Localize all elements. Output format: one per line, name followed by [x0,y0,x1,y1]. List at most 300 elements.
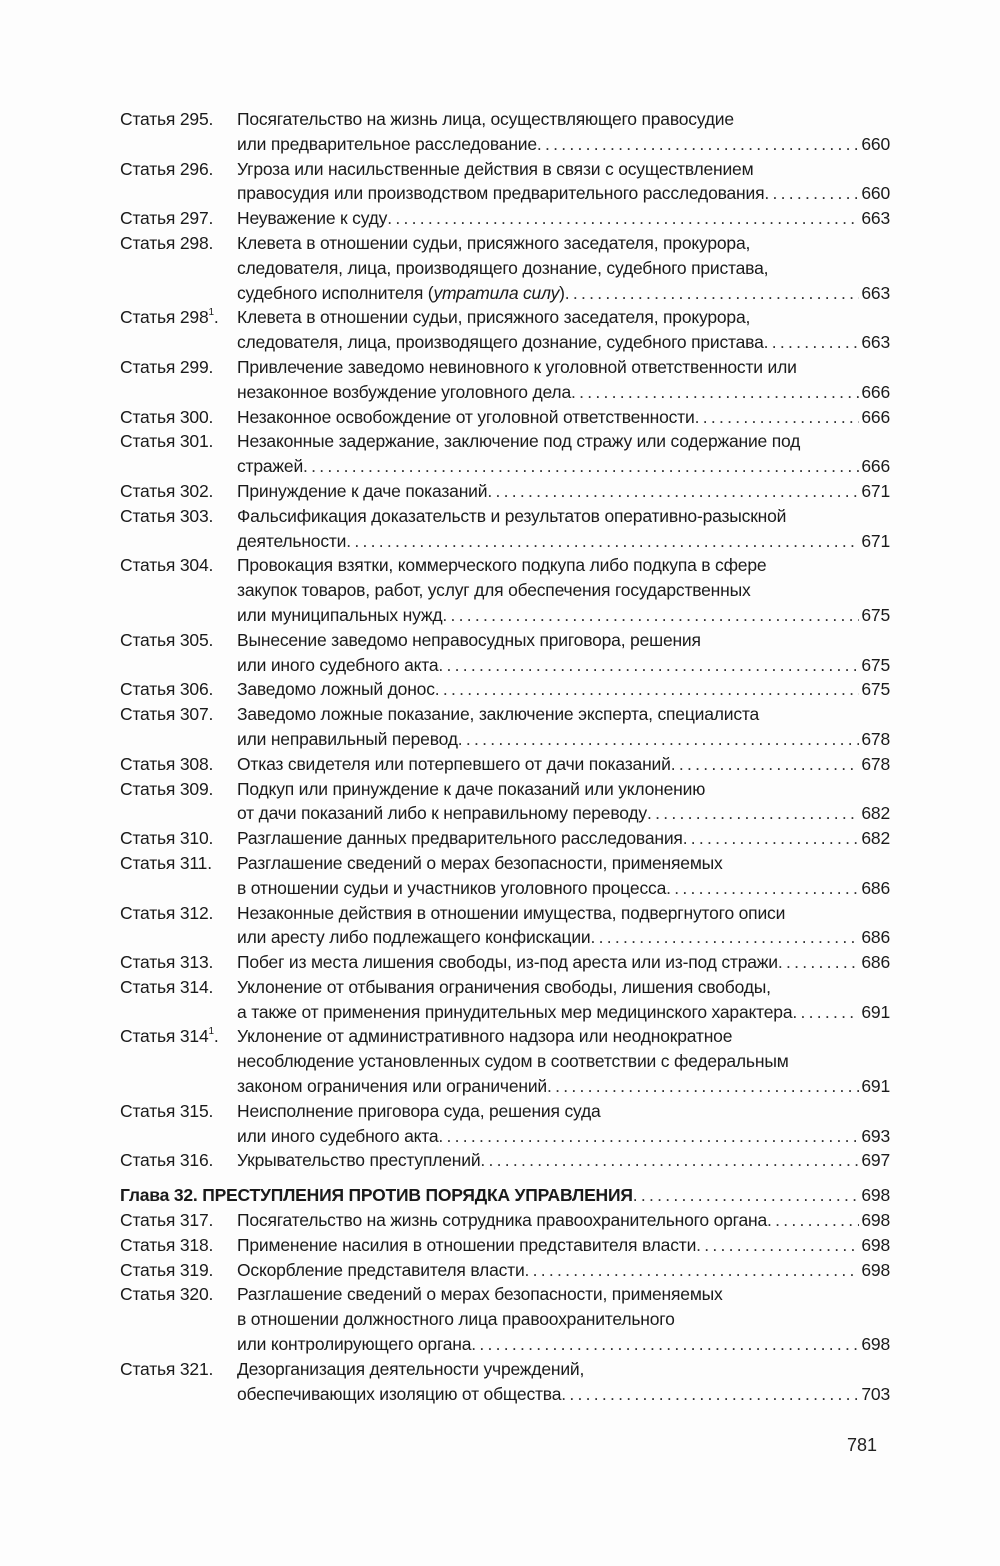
dot-leader [565,281,860,306]
article-title [237,107,890,157]
article-title-text-main: или неправильный перевод [237,728,458,749]
dot-leader [487,479,859,504]
article-title-text-main: или иного судебного акта [237,654,439,675]
article-number: 315. [179,1100,214,1121]
article-number: 313. [179,952,214,973]
article-title-last-line [237,281,890,306]
article-label [120,1024,237,1049]
page-ref: 698 [861,1334,890,1355]
toc-entry[interactable] [120,851,890,901]
article-title [237,305,890,355]
dot-leader [683,826,860,851]
article-label [120,826,237,851]
dot-leader [303,454,859,479]
article-word: Статья [120,976,176,997]
page-ref: 686 [861,927,890,948]
article-word: Статья [120,208,176,229]
article-title-last-line [237,1258,890,1283]
article-status-italic: утратила силу [433,282,560,303]
article-title-text [237,1258,525,1283]
article-word: Статья [120,356,176,377]
article-number: 296. [179,158,214,179]
article-title [237,851,890,901]
article-label [120,1282,237,1307]
article-title-line: Разглашение сведений о мерах безопасности, применяемых [237,1284,723,1305]
article-word: Статья [120,307,176,328]
article-word: Статья [120,852,176,873]
article-title-text-main: в отношении судьи и участников уголовного процесса [237,877,667,898]
article-title-last-line [237,181,890,206]
article-title-text [237,677,435,702]
article-title-last-line [237,330,890,355]
article-title-last-line [237,677,890,702]
article-label [120,950,237,975]
article-word: Статья [120,406,176,427]
article-title-text-main: судебного исполнителя [237,282,424,303]
article-label [120,504,237,529]
page-ref: 698 [861,1210,890,1231]
article-word: Статья [120,704,176,725]
article-title-text-main: следователя, лица, производящего дознание, судебного пристава [237,332,764,353]
page-ref: 682 [861,803,890,824]
article-title-line: Вынесение заведомо неправосудных приговора, решения [237,629,701,650]
dot-leader [480,1148,859,1173]
article-word: Статья [120,1234,176,1255]
page-ref: 666 [861,406,890,427]
article-title-text [237,1148,480,1173]
article-number-superscript: 1 [208,306,214,318]
article-number: 300. [179,406,214,427]
article-word: Статья [120,232,176,253]
article-title [237,479,890,504]
dot-leader [458,727,860,752]
page-ref: 698 [861,1234,890,1255]
article-title [237,206,890,231]
article-title-line: Уклонение от отбывания ограничения свободы, лишения свободы, [237,976,771,997]
toc-entry[interactable] [120,1357,890,1407]
article-title-text [237,1124,438,1149]
article-number: 310. [179,828,214,849]
article-title [237,1099,890,1149]
article-label [120,851,237,876]
article-title-text [237,380,571,405]
article-number: 314. [179,976,214,997]
article-label [120,1258,237,1283]
article-label [120,677,237,702]
article-title-last-line [237,1124,890,1149]
article-title-last-line [237,752,890,777]
article-title [237,553,890,627]
article-word: Статья [120,952,176,973]
page-number: 781 [847,1435,878,1455]
article-title-line: Клевета в отношении судьи, присяжного заседателя, прокурора, [237,307,751,328]
article-title-text [237,1074,547,1099]
page-ref: 697 [861,1150,890,1171]
article-word: Статья [120,1026,176,1047]
article-label [120,901,237,926]
article-title-last-line [237,826,890,851]
article-word: Статья [120,1284,176,1305]
dot-leader [525,1258,860,1283]
toc-entry[interactable] [120,1024,890,1098]
toc-entry[interactable] [120,553,890,627]
page-ref: 671 [861,480,890,501]
page-ref: 703 [861,1383,890,1404]
article-number: 309. [179,778,214,799]
article-title-last-line [237,1000,890,1025]
table-of-contents [120,107,890,1406]
article-number: 321. [179,1358,214,1379]
article-number: 304. [179,555,214,576]
article-label [120,1357,237,1382]
article-number: 307. [179,704,214,725]
article-title-last-line [237,206,890,231]
article-title-text [237,1000,792,1025]
article-title-text [237,801,647,826]
article-title [237,1282,890,1356]
article-title [237,1208,890,1233]
article-label [120,355,237,380]
toc-entry[interactable] [120,504,890,554]
toc-entry[interactable] [120,355,890,405]
dot-leader [778,950,860,975]
dot-leader [438,653,859,678]
article-label [120,752,237,777]
article-title-text-main: Незаконное освобождение от уголовной ответственности [237,406,695,427]
article-label [120,1099,237,1124]
dot-leader [764,181,859,206]
page-ref: 675 [861,654,890,675]
article-title-last-line [237,405,890,430]
chapter-title: Глава 32. ПРЕСТУПЛЕНИЯ ПРОТИВ ПОРЯДКА УПРАВЛЕНИЯ [120,1185,633,1206]
article-title [237,429,890,479]
article-title [237,677,890,702]
article-label [120,405,237,430]
article-title-last-line [237,1074,890,1099]
article-title-text [237,727,458,752]
toc-entry[interactable] [120,752,890,777]
toc-entry[interactable] [120,1282,890,1356]
article-title [237,355,890,405]
toc-entry[interactable] [120,479,890,504]
article-number: 311. [179,852,212,873]
article-title-text-main: Отказ свидетеля или потерпевшего от дачи показаний [237,753,671,774]
dot-leader [547,1074,859,1099]
page-ref: 666 [861,456,890,477]
article-word: Статья [120,828,176,849]
article-number: 316. [179,1150,214,1171]
article-title-text [237,752,671,777]
article-word: Статья [120,1358,176,1379]
article-word: Статья [120,1150,176,1171]
toc-entry[interactable] [120,1148,890,1173]
page-ref: 691 [861,1076,890,1097]
article-word: Статья [120,1259,176,1280]
article-title [237,1357,890,1407]
article-title [237,901,890,951]
page-ref: 691 [861,1001,890,1022]
page-ref: 693 [861,1125,890,1146]
article-title-text-main: незаконное возбуждение уголовного дела [237,381,571,402]
article-number: 299. [179,356,214,377]
article-title [237,777,890,827]
article-title-text-main: Применение насилия в отношении представителя власти [237,1234,697,1255]
chapter-heading[interactable] [120,1183,890,1208]
article-number-superscript: 1 [208,1025,214,1037]
toc-entry[interactable] [120,950,890,975]
article-title [237,752,890,777]
article-title-line: Незаконные задержание, заключение под стражу или содержание под [237,431,801,452]
article-title-text [237,405,695,430]
article-title-last-line [237,1382,890,1407]
article-title [237,1024,890,1098]
article-title-text-main: или иного судебного акта [237,1125,439,1146]
article-number: 314 [179,1026,209,1047]
toc-entry[interactable] [120,231,890,305]
article-title-text [237,826,683,851]
article-title-text [237,330,764,355]
article-title-line: Фальсификация доказательств и результатов оперативно-разыскной [237,505,787,526]
article-title-text-main: Укрывательство преступлений [237,1150,481,1171]
article-title-text-main: или предварительное расследование [237,133,537,154]
dot-leader [442,603,859,628]
dot-leader [767,1208,859,1233]
article-title-text-main: или аресту либо подлежащего конфискации [237,927,591,948]
article-title-line: Привлечение заведомо невиновного к уголовной ответственности или [237,356,797,377]
toc-entry[interactable] [120,702,890,752]
dot-leader [435,677,860,702]
article-title-last-line [237,1148,890,1173]
toc-entry[interactable] [120,777,890,827]
page-ref: 682 [861,828,890,849]
dot-leader [792,1000,859,1025]
dot-leader [666,876,859,901]
dot-leader [438,1124,859,1149]
page-ref: 698 [861,1185,890,1206]
dot-leader [764,330,860,355]
article-title [237,504,890,554]
article-title [237,702,890,752]
article-title-line: Разглашение сведений о мерах безопасности, применяемых [237,852,723,873]
article-word: Статья [120,1210,176,1231]
article-title-text [237,529,346,554]
article-title-text-main: Побег из места лишения свободы, из-под ареста или из-под стражи [237,952,778,973]
article-number-suffix: . [213,307,219,328]
article-title-last-line [237,380,890,405]
article-number: 303. [179,505,214,526]
article-title-line: Клевета в отношении судьи, присяжного заседателя, прокурора, [237,232,751,253]
article-title-line: следователя, лица, производящего дознание, судебного пристава, [237,257,769,278]
article-number: 312. [179,902,214,923]
dot-leader [671,752,860,777]
article-word: Статья [120,778,176,799]
article-title-line: Дезорганизация деятельности учреждений, [237,1358,585,1379]
article-label [120,305,237,330]
article-label [120,702,237,727]
article-title-last-line [237,529,890,554]
article-title-last-line [237,801,890,826]
page-ref: 663 [861,332,890,353]
article-title-text [237,876,666,901]
page-ref: 663 [861,208,890,229]
article-number: 302. [179,480,214,501]
article-word: Статья [120,902,176,923]
article-title-text [237,479,487,504]
article-title-text [237,1382,561,1407]
toc-entry[interactable] [120,157,890,207]
article-title [237,157,890,207]
article-number: 298 [179,307,209,328]
article-title-text-main: законом ограничения или ограничений [237,1076,547,1097]
article-title-text-main: Посягательство на жизнь сотрудника правоохранительного органа [237,1210,768,1231]
article-number: 318. [179,1234,214,1255]
article-title [237,826,890,851]
article-word: Статья [120,480,176,501]
dot-leader [571,380,859,405]
toc-entry[interactable] [120,1258,890,1283]
article-label [120,231,237,256]
article-title-text [237,1208,767,1233]
article-label [120,429,237,454]
toc-entry[interactable] [120,975,890,1025]
toc-entry[interactable] [120,1208,890,1233]
article-title-text-main: правосудия или производством предварительного расследования [237,183,765,204]
article-title-last-line [237,1332,890,1357]
article-title-line: Провокация взятки, коммерческого подкупа либо подкупа в сфере [237,555,767,576]
toc-entry[interactable] [120,677,890,702]
page-ref: 660 [861,133,890,154]
article-title-text [237,1332,471,1357]
article-label [120,628,237,653]
article-number: 320. [179,1284,214,1305]
article-title-text-main: обеспечивающих изоляцию от общества [237,1383,562,1404]
dot-leader [387,206,859,231]
article-title [237,950,890,975]
page-ref: 666 [861,381,890,402]
page-ref: 686 [861,877,890,898]
article-word: Статья [120,1100,176,1121]
article-title-text [237,950,778,975]
article-title-line: закупок товаров, работ, услуг для обеспечения государственных [237,580,751,601]
article-title-last-line [237,132,890,157]
toc-entry[interactable] [120,901,890,951]
dot-leader [590,925,859,950]
article-label [120,1208,237,1233]
toc-entry[interactable] [120,405,890,430]
article-label [120,479,237,504]
article-title-last-line [237,876,890,901]
article-word: Статья [120,629,176,650]
article-title-text-main: стражей [237,456,304,477]
dot-leader [471,1332,859,1357]
article-title-text-main: Заведомо ложный донос [237,679,435,700]
article-number: 297. [179,208,214,229]
article-title [237,1258,890,1283]
page-ref: 678 [861,753,890,774]
dot-leader [561,1382,859,1407]
toc-entry[interactable] [120,429,890,479]
article-title [237,1233,890,1258]
article-label [120,107,237,132]
toc-entry[interactable] [120,206,890,231]
article-number: 319. [179,1259,214,1280]
article-title-text [237,603,442,628]
article-title-text-main: от дачи показаний либо к неправильному переводу [237,803,647,824]
article-number: 317. [179,1210,214,1231]
article-title-line: Неисполнение приговора суда, решения суда [237,1100,601,1121]
dot-leader [346,529,859,554]
dot-leader [537,132,859,157]
article-title-last-line [237,925,890,950]
article-label [120,553,237,578]
article-title-last-line [237,1208,890,1233]
toc-entry[interactable] [120,305,890,355]
article-title-text [237,454,303,479]
article-title-line: Уклонение от административного надзора или неоднократное [237,1026,733,1047]
page-ref: 698 [861,1259,890,1280]
article-number: 295. [179,109,214,129]
article-title-last-line [237,653,890,678]
article-title-text [237,132,537,157]
article-number: 301. [179,431,214,452]
page-ref: 671 [861,530,890,551]
dot-leader [633,1183,860,1208]
article-title-text [237,206,387,231]
article-word: Статья [120,158,176,179]
article-title-last-line [237,479,890,504]
article-word: Статья [120,431,176,452]
article-title [237,975,890,1025]
article-word: Статья [120,109,176,129]
toc-entry[interactable] [120,826,890,851]
dot-leader [695,405,860,430]
article-word: Статья [120,505,176,526]
article-title-last-line [237,603,890,628]
toc-entry[interactable] [120,1099,890,1149]
article-label [120,1233,237,1258]
article-title-line: в отношении должностного лица правоохранительного [237,1309,675,1330]
article-number: 308. [179,753,214,774]
article-title [237,231,890,305]
article-number-suffix: . [213,1026,219,1047]
toc-entry[interactable] [120,107,890,157]
dot-leader [647,801,859,826]
article-title-line: Угроза или насильственные действия в связи с осуществлением [237,158,754,179]
article-title-text-main: Принуждение к даче показаний [237,480,488,501]
article-title-line: Посягательство на жизнь лица, осуществляющего правосудие [237,109,734,129]
article-label [120,975,237,1000]
page-ref: 686 [861,952,890,973]
article-word: Статья [120,555,176,576]
article-title-last-line [237,727,890,752]
article-title-last-line [237,950,890,975]
article-number: 306. [179,679,214,700]
toc-entry[interactable] [120,628,890,678]
toc-entry[interactable] [120,1233,890,1258]
article-title-text-main: а также от применения принудительных мер медицинского характера [237,1001,793,1022]
article-number: 298. [179,232,214,253]
article-title-text-main: Разглашение данных предварительного расследования [237,828,683,849]
article-title [237,628,890,678]
article-word: Статья [120,753,176,774]
article-title [237,405,890,430]
article-title-text-main: деятельности [237,530,347,551]
article-title-text-main: Неуважение к суду [237,208,388,229]
page-ref: 663 [861,282,890,303]
article-title-last-line [237,1233,890,1258]
article-title [237,1148,890,1173]
page-ref: 675 [861,604,890,625]
